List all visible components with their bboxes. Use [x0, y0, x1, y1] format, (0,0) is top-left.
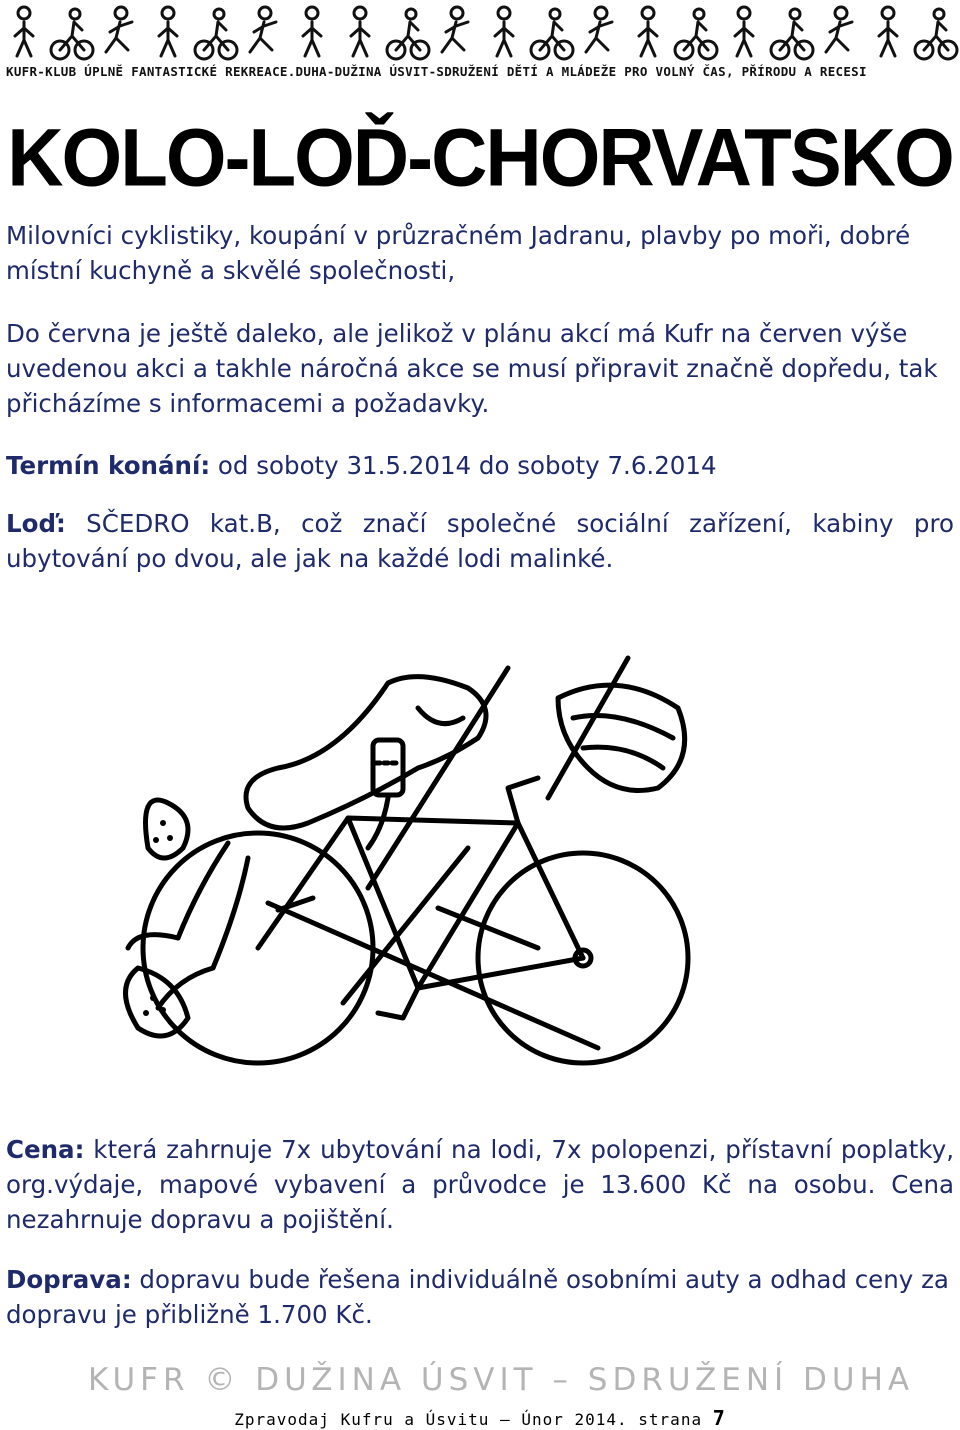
boat-text: SČEDRO kat.B, což značí společné sociální zařízení, kabiny pro ubytování po dvou, ale jak na každé lodi malinké. — [6, 509, 954, 573]
header-figure-walk-icon — [15, 7, 33, 56]
header-figures-strip — [0, 0, 960, 62]
header-figure-walk-icon — [495, 7, 513, 56]
term-label: Termín konání: — [6, 451, 211, 480]
term-text: od soboty 31.5.2014 do soboty 7.6.2014 — [210, 451, 717, 480]
header-figure-cycle-icon — [195, 9, 237, 59]
header-figure-walk-icon — [639, 7, 657, 56]
footer-brand: KUFR © DUŽINA ÚSVIT – SDRUŽENÍ DUHA — [88, 1362, 915, 1398]
header-figure-run-icon — [106, 7, 132, 52]
page-number: 7 — [712, 1406, 726, 1430]
header-figure-walk-icon — [351, 7, 369, 56]
header-figure-run-icon — [250, 7, 276, 52]
price-label: Cena: — [6, 1135, 85, 1164]
notice-paragraph: Do června je ještě daleko, ale jelikož v plánu akcí má Kufr na červen výše uvedenou akci a takhle náročná akce se musí připravit značně dopředu, tak přicházíme s informacemi a požadavky. — [6, 319, 938, 418]
header-figure-cycle-icon — [675, 9, 717, 59]
header-figure-walk-icon — [159, 7, 177, 56]
header-figure-cycle-icon — [771, 9, 813, 59]
header-figure-cycle-icon — [387, 9, 429, 59]
boat-paragraph — [6, 506, 954, 576]
header-figure-run-icon — [442, 7, 468, 52]
header-figure-cycle-icon — [915, 9, 957, 59]
footer-issue-text: Zpravodaj Kufru a Úsvitu – Únor 2014. strana — [234, 1410, 703, 1429]
header-figure-cycle-icon — [51, 9, 93, 59]
header-figure-walk-icon — [303, 7, 321, 56]
intro-paragraph: Milovníci cyklistiky, koupání v průzračném Jadranu, plavby po moři, dobré místní kuchyně a skvělé společnosti, — [6, 221, 911, 285]
header-figure-cycle-icon — [531, 9, 573, 59]
boat-label: Loď: — [6, 509, 66, 538]
header-figure-run-icon — [586, 7, 612, 52]
term-paragraph — [6, 448, 954, 483]
header-tagline: KUFR-KLUB ÚPLNĚ FANTASTICKÉ REKREACE.DUHA-DUŽINA ÚSVIT-SDRUŽENÍ DĚTÍ A MLÁDEŽE PRO VOLNÝ ČAS, PŘÍRODU A RECESI — [6, 64, 867, 79]
deckchair-bicycle-drawing-icon — [118, 648, 718, 1093]
price-paragraph — [6, 1132, 954, 1237]
price-text: která zahrnuje 7x ubytování na lodi, 7x polopenzi, přístavní poplatky, org.výdaje, mapové vybavení a průvodce je 13.600 Kč na osobu. Cena nezahrnuje dopravu a pojištění. — [6, 1135, 954, 1234]
transport-paragraph — [6, 1262, 954, 1332]
transport-text: dopravu bude řešena individuálně osobními auty a odhad ceny za dopravu je přibližně 1.700 Kč. — [6, 1265, 949, 1329]
header-figure-run-icon — [826, 7, 852, 52]
header-figure-walk-icon — [735, 7, 753, 56]
footer-issue-line — [0, 1406, 960, 1430]
page-title: KOLO-LOĎ-CHORVATSKO — [7, 110, 953, 204]
header-figure-walk-icon — [879, 7, 897, 56]
transport-label: Doprava: — [6, 1265, 132, 1294]
